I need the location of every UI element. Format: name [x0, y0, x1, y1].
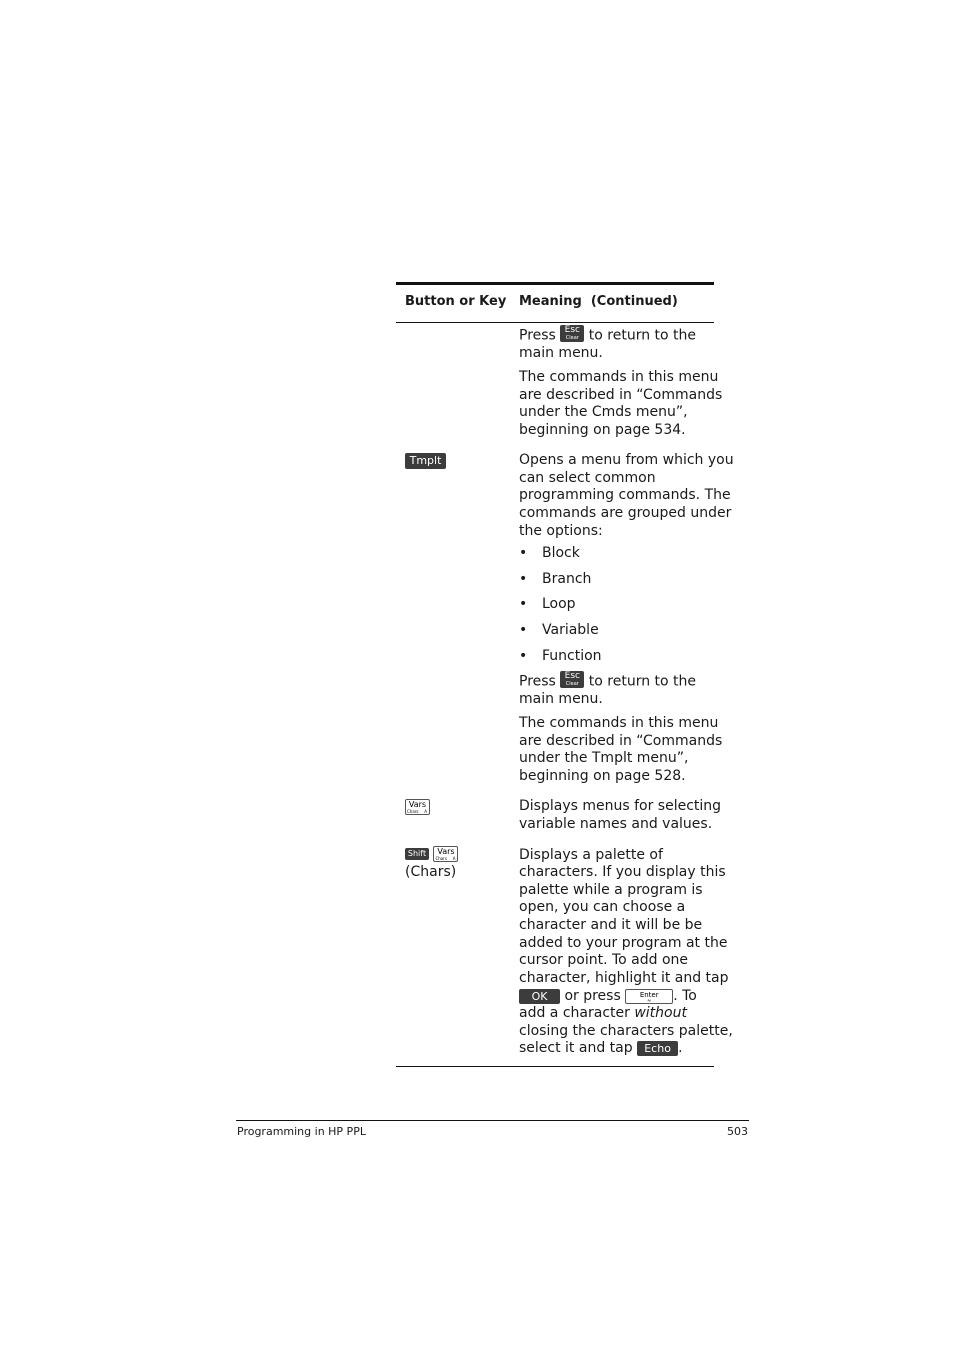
bullet-variable: Variable [542, 622, 599, 638]
page-number: 503 [727, 1125, 748, 1138]
bullet-branch: Branch [542, 571, 592, 587]
table-header-rule [396, 322, 714, 323]
tmplt-softkey-icon: Tmplt [405, 453, 446, 469]
shift-vars-key-cell [405, 846, 458, 864]
tmplt-key-cell [405, 453, 446, 471]
chars-caption: (Chars) [405, 864, 457, 880]
footer-section-title: Programming in HP PPL [237, 1125, 366, 1138]
row1-desc-line-2: under the Cmds menu”, [519, 404, 688, 420]
row2-desc2-line-1: are described in “Commands [519, 733, 723, 749]
bullet-dot: • [519, 571, 528, 587]
enter-key-icon: Enter ≈ [625, 989, 673, 1004]
bullet-block: Block [542, 545, 580, 561]
bullet-loop: Loop [542, 596, 576, 612]
header-meaning: Meaning (Continued) [519, 294, 678, 309]
row2-desc-line-0: Opens a menu from which you [519, 452, 734, 468]
row3-desc-line-1: variable names and values. [519, 816, 713, 832]
esc-key-icon: Esc Clear [560, 671, 584, 688]
row4-desc-line-1: characters. If you display this [519, 864, 726, 880]
row2-press-line: Press Esc Clear to return to the [519, 671, 697, 690]
echo-softkey-icon: Echo [637, 1041, 678, 1056]
vars-key-icon: Vars Chars A [405, 799, 430, 815]
bullet-dot: • [519, 622, 528, 638]
table-top-rule [396, 282, 714, 285]
row1-press-line2: main menu. [519, 345, 603, 361]
header-button-or-key: Button or Key [405, 294, 507, 309]
row4-desc-line-2: palette while a program is [519, 882, 703, 898]
shift-key-icon: Shift [405, 848, 429, 860]
row1-desc-line-0: The commands in this menu [519, 369, 719, 385]
bullet-dot: • [519, 648, 528, 664]
row2-desc2-line-2: under the Tmplt menu”, [519, 750, 689, 766]
row4-desc-line-0: Displays a palette of [519, 847, 663, 863]
row2-desc-line-1: can select common [519, 470, 656, 486]
table-bottom-rule [396, 1066, 714, 1067]
row4-ok-line: OK or press Enter ≈ . To [519, 988, 697, 1006]
bullet-dot: • [519, 596, 528, 612]
bullet-function: Function [542, 648, 602, 664]
row2-desc2-line-0: The commands in this menu [519, 715, 719, 731]
row4-desc-line-5: added to your program at the [519, 935, 728, 951]
row4-add-line: add a character without [519, 1005, 687, 1021]
row4-closing-line: closing the characters palette, [519, 1023, 733, 1039]
row4-desc-line-6: cursor point. To add one [519, 952, 689, 968]
row2-desc-line-2: programming commands. The [519, 487, 731, 503]
row1-desc-line-3: beginning on page 534. [519, 422, 686, 438]
vars-key-cell [405, 799, 430, 817]
ok-softkey-icon: OK [519, 989, 560, 1004]
row2-press-line2: main menu. [519, 691, 603, 707]
row4-select-line: select it and tap Echo . [519, 1040, 683, 1056]
row1-press-line: Press Esc Clear to return to the [519, 325, 697, 344]
row4-desc-line-7: character, highlight it and tap [519, 970, 729, 986]
row2-desc-line-4: the options: [519, 523, 603, 539]
row3-desc-line-0: Displays menus for selecting [519, 798, 722, 814]
bullet-dot: • [519, 545, 528, 561]
footer-rule [236, 1120, 749, 1121]
row1-desc-line-1: are described in “Commands [519, 387, 723, 403]
row2-desc2-line-3: beginning on page 528. [519, 768, 686, 784]
vars-key-icon: Vars Chars A [433, 846, 458, 862]
esc-key-icon: Esc Clear [560, 325, 584, 342]
row2-desc-line-3: commands are grouped under [519, 505, 732, 521]
row4-desc-line-4: character and it will be be [519, 917, 703, 933]
row4-desc-line-3: open, you can choose a [519, 899, 686, 915]
